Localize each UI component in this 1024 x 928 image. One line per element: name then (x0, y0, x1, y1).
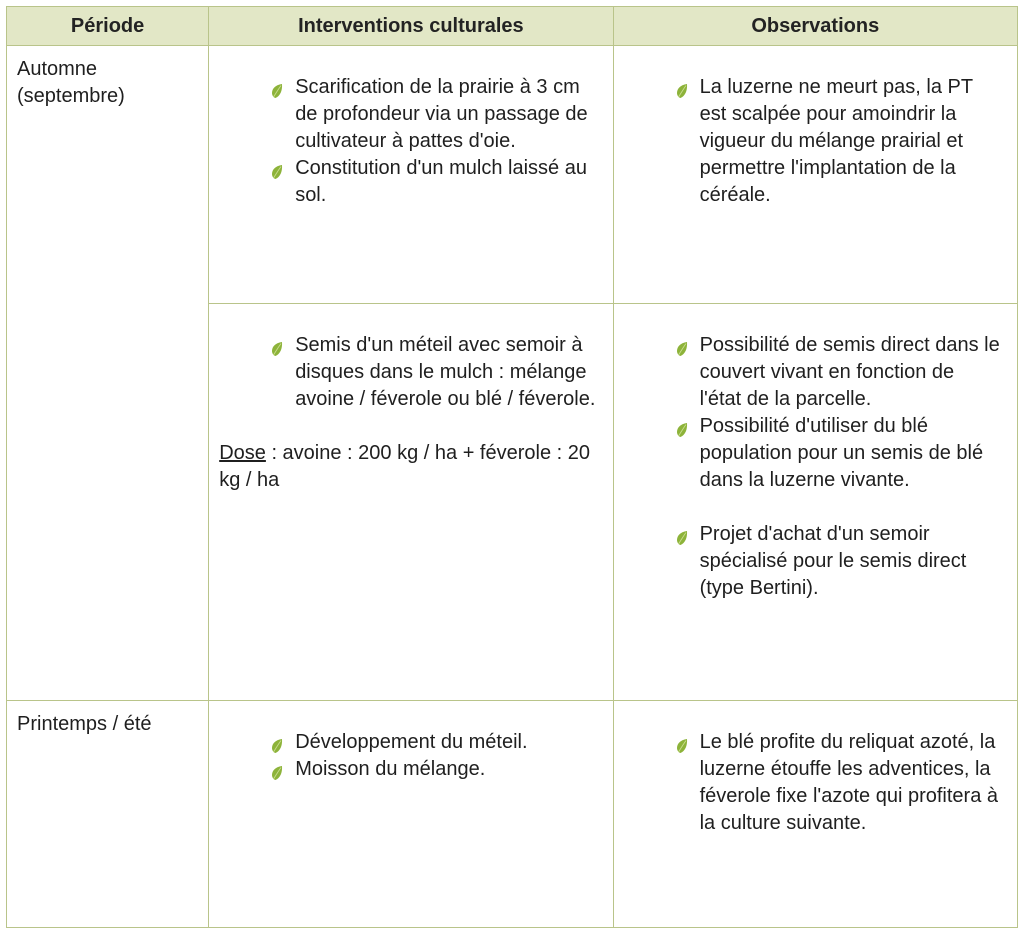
list-item (700, 521, 1001, 602)
interventions-list (295, 74, 596, 209)
table-header (7, 7, 1018, 46)
observations-cell (613, 304, 1017, 701)
list-item-text: Moisson du mélange. (295, 758, 486, 780)
observations-cell (613, 46, 1017, 304)
period-cell-printemps: Printemps / été (7, 701, 209, 928)
list-item-text: Possibilité de semis direct dans le couvert vivant en fonction de l'état de la parcelle. (699, 334, 1000, 410)
list-item-text: Constitution d'un mulch laissé au sol. (295, 157, 587, 206)
list-item-text: Possibilité d'utiliser du blé population pour un semis de blé dans la luzerne vivante. (699, 415, 984, 491)
table-row (7, 701, 1018, 928)
table-row (7, 46, 1018, 304)
list-item (700, 413, 1001, 494)
interventions-list (295, 332, 602, 413)
list-item-text: Scarification de la prairie à 3 cm de profondeur via un passage de cultivateur à pattes d'oie. (295, 76, 588, 152)
observations-list (700, 332, 1001, 602)
list-item-text: La luzerne ne meurt pas, la PT est scalpée pour amoindrir la vigueur du mélange prairial et permettre l'implantation de la céréale. (699, 76, 973, 206)
leaf-bullet-icon (676, 527, 688, 543)
header-periode: Période (7, 7, 209, 46)
interventions-cell (209, 701, 613, 928)
leaf-bullet-icon (271, 161, 283, 177)
leaf-bullet-icon (271, 762, 283, 778)
leaf-bullet-icon (271, 80, 283, 96)
leaf-bullet-icon (676, 419, 688, 435)
leaf-bullet-icon (676, 80, 688, 96)
list-item (295, 332, 602, 413)
list-item-text: Projet d'achat d'un semoir spécialisé pour le semis direct (type Bertini). (699, 523, 967, 599)
period-cell-automne: Automne (septembre) (7, 46, 209, 701)
header-observations: Observations (613, 7, 1017, 46)
list-item (295, 155, 596, 209)
list-item-text: Développement du méteil. (295, 731, 528, 753)
header-interventions: Interventions culturales (209, 7, 613, 46)
list-spacer (700, 494, 1001, 521)
list-item (295, 74, 596, 155)
dose-label: Dose (219, 442, 266, 464)
dose-value: : avoine : 200 kg / ha + féverole : 20 kg / ha (219, 442, 590, 491)
leaf-bullet-icon (271, 338, 283, 354)
observations-list (700, 74, 1001, 209)
list-item (700, 332, 1001, 413)
leaf-bullet-icon (676, 338, 688, 354)
crop-calendar-table (6, 6, 1018, 928)
list-item (295, 756, 596, 783)
list-item-text: Le blé profite du reliquat azoté, la luzerne étouffe les adventices, la féverole fixe l'azote qui profitera à la culture suivante. (699, 731, 999, 834)
list-item (700, 74, 1001, 209)
interventions-list (295, 729, 596, 783)
observations-cell (613, 701, 1017, 928)
list-item (700, 729, 1001, 837)
leaf-bullet-icon (271, 735, 283, 751)
leaf-bullet-icon (676, 735, 688, 751)
interventions-cell (209, 304, 613, 701)
dose-text (219, 440, 602, 494)
list-item-text: Semis d'un méteil avec semoir à disques dans le mulch : mélange avoine / féverole ou blé / féverole. (295, 334, 596, 410)
observations-list (700, 729, 1001, 837)
header-row (7, 7, 1018, 46)
interventions-cell (209, 46, 613, 304)
list-item (295, 729, 596, 756)
